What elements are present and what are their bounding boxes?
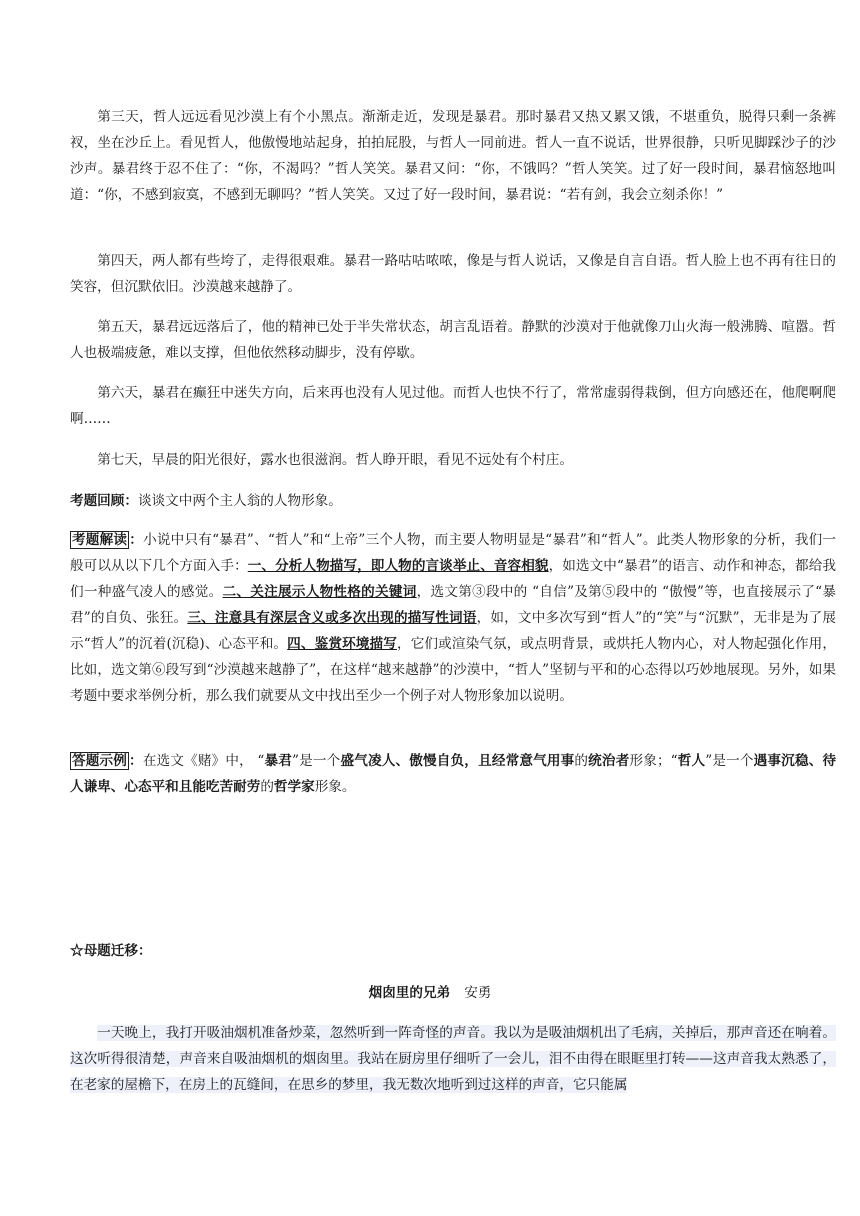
example-text-7: 形象。 [314, 779, 356, 795]
example-text-1: 在选文《赌》中， “ [142, 753, 265, 769]
example-bold-traits-2: 遇事沉稳、待人谦卑、心态平和且能吃苦耐劳 [70, 753, 837, 795]
paragraph-day5: 第五天，暴君远远落后了，他的精神已处于半失常状态，胡言乱语着。静默的沙漠对于他就像刀山火海一般沸腾、喧嚣。哲人也极端疲惫，难以支撑，但他依然移动脚步，没有停歇。 [70, 319, 836, 361]
analysis-point-4: 四、鉴赏环境描写 [287, 636, 397, 652]
example-text-5: ”是一个 [705, 753, 754, 769]
story-title-line [0, 980, 860, 1006]
review-text: 谈谈文中两个主人翁的人物形象。 [137, 493, 342, 509]
analysis-colon: ： [129, 532, 144, 548]
review-label: 考题回顾： [70, 493, 138, 509]
analysis-text-3: ，选文第③段中的 “自信”及第⑤段中的 “傲慢”等，也直接展示了“暴君”的自负、张狂。 [70, 584, 836, 626]
analysis-point-3: 三、注意具有深层含义或多次出现的描写性词语 [187, 610, 477, 626]
analysis-point-2: 二、关注展示人物性格的关键词 [222, 584, 417, 600]
transfer-heading-text: ☆母题迁移： [70, 943, 152, 959]
transfer-heading [70, 938, 836, 964]
example-bold-traits-1: 盛气凌人、傲慢自负，且经常意气用事 [340, 753, 575, 769]
analysis-text-1: 小说中只有“暴君”、“哲人”和“上帝”三个人物，而主要人物明显是“暴君”和“哲人”。此类人物形象的分析，我们一般可以从以下几个方面入手： [70, 532, 836, 574]
example-section [70, 748, 836, 800]
example-text-2: ”是一个 [292, 753, 341, 769]
example-text-6: 的 [260, 779, 274, 795]
story-title: 烟囱里的兄弟 [368, 985, 451, 1001]
story-opening-text: 一天晚上，我打开吸油烟机准备炒菜，忽然听到一阵奇怪的声音。我以为是吸油烟机出了毛病，关掉后，那声音还在响着。这次听得很清楚，声音来自吸油烟机的烟囱里。我站在厨房里仔细听了一会儿，泪不由得在眼眶里打转——这声音我太熟悉了，在老家的屋檐下，在房上的瓦缝间，在思乡的梦里，我无数次地听到过这样的声音，它只能属 [70, 1025, 836, 1093]
paragraph-day6: 第六天，暴君在癫狂中迷失方向，后来再也没有人见过他。而哲人也快不行了，常常虚弱得栽倒，但方向感还在，他爬啊爬啊…… [70, 385, 836, 427]
analysis-text-5: ，它们或渲染气氛，或点明背景，或烘托人物内心，对人物起强化作用，比如，选文第⑥段写到“沙漠越来越静了”，在这样“越来越静”的沙漠中，“哲人”坚韧与平和的心态得以巧妙地展现。另外，如果考题中要求举例分析，那么我们就要从文中找出至少一个例子对人物形象加以说明。 [70, 636, 837, 704]
paragraph-day3: 第三天，哲人远远看见沙漠上有个小黑点。渐渐走近，发现是暴君。那时暴君又热又累又饿，不堪重负，脱得只剩一条裤衩，坐在沙丘上。看见哲人，他傲慢地站起身，拍拍屁股，与哲人一同前进。哲人一直不说话，世界很静，只听见脚踩沙子的沙沙声。暴君终于忍不住了：“你，不渴吗？”哲人笑笑。暴君又问：“你，不饿吗？”哲人笑笑。过了好一段时间，暴君恼怒地叫道：“你，不感到寂寞，不感到无聊吗？”哲人笑笑。又过了好一段时间，暴君说：“若有剑，我会立刻杀你！” [70, 109, 836, 203]
example-bold-tyrant: 暴君 [264, 753, 293, 769]
analysis-section [70, 527, 836, 709]
review-section [70, 488, 836, 514]
example-bold-ruler: 统治者 [588, 753, 630, 769]
story-opening-paragraph [70, 1020, 836, 1098]
analysis-label: 考题解读 [72, 532, 128, 548]
example-label: 答题示例 [72, 753, 128, 769]
example-text-3: 的 [574, 753, 589, 769]
story-author: 安勇 [464, 985, 492, 1001]
analysis-text-2: ，如选文中“暴君”的语言、动作和神态，都给我们一种盛气凌人的感觉。 [70, 558, 836, 600]
example-bold-philosopher: 哲人 [677, 753, 706, 769]
paragraph-day4: 第四天，两人都有些垮了，走得很艰难。暴君一路咕咕哝哝，像是与哲人说话，又像是自言自语。哲人脸上也不再有往日的笑容，但沉默依旧。沙漠越来越静了。 [70, 253, 836, 295]
example-bold-scholar: 哲学家 [273, 779, 315, 795]
example-colon: ： [129, 753, 143, 769]
paragraph-day7: 第七天，早晨的阳光很好，露水也很滋润。哲人睁开眼，看见不远处有个村庄。 [97, 452, 573, 468]
analysis-text-4: ，如，文中多次写到“哲人”的“笑”与“沉默”，无非是为了展示“哲人”的沉着(沉稳)、心态平和。 [70, 610, 836, 652]
analysis-point-1: 一、分析人物描写，即人物的言谈举止、音容相貌 [247, 558, 549, 574]
example-text-4: 形象；“ [629, 753, 678, 769]
